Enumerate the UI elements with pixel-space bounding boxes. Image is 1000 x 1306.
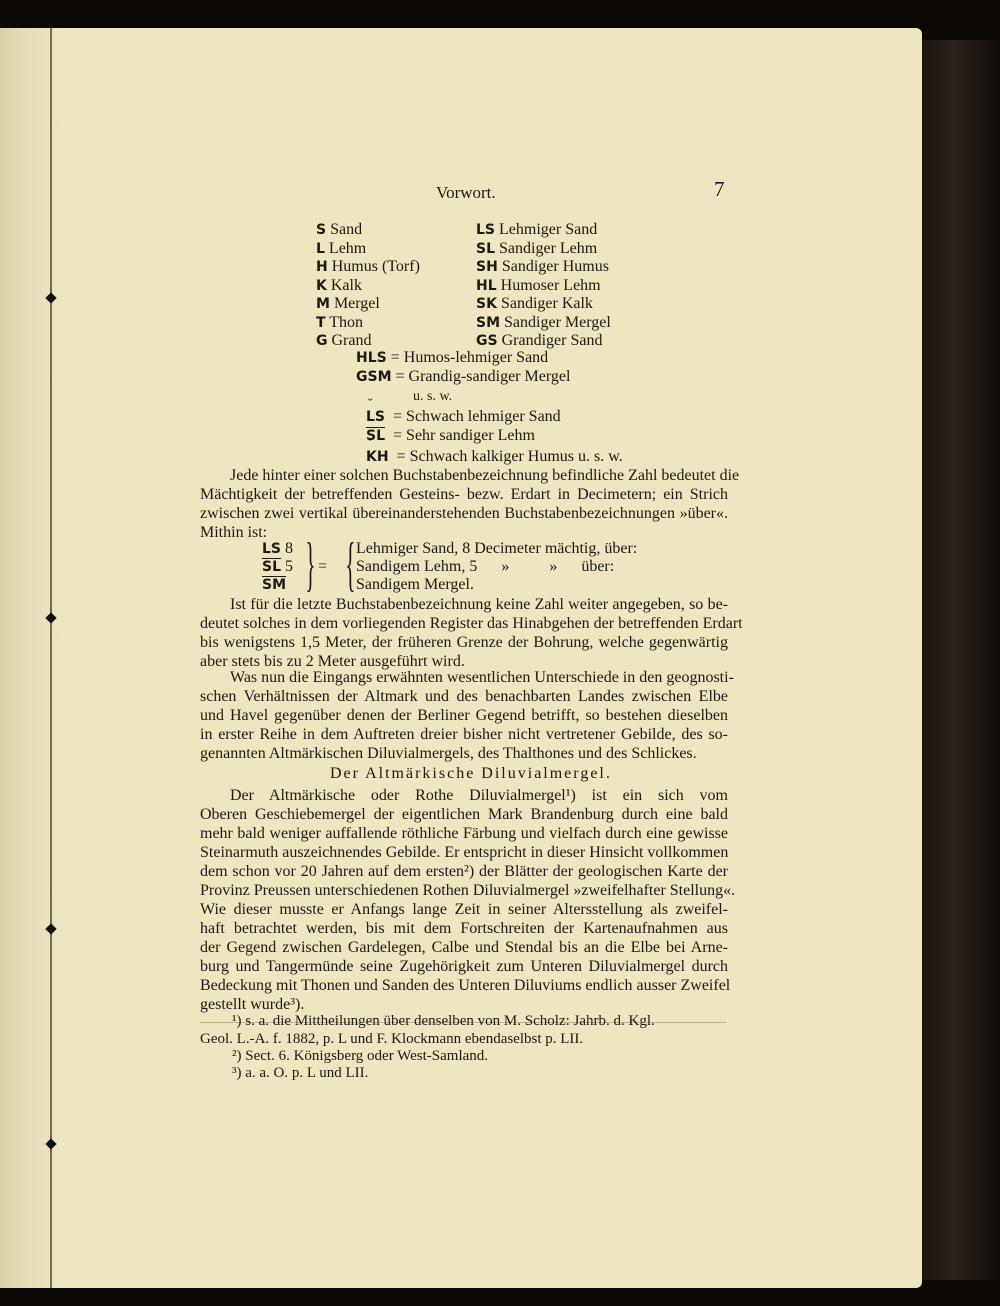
legend-label: Grandiger Sand xyxy=(501,332,603,349)
legend-abbr: SM xyxy=(476,314,501,331)
text-line: Der Altmärkische oder Rothe Diluvialmergel¹) ist ein sich vom xyxy=(230,787,728,804)
legend-label: Kalk xyxy=(330,276,362,294)
text-line: dem schon vor 20 Jahren auf dem ersten²) der Blätter der geologischen Karte der xyxy=(200,863,728,880)
example-left-row xyxy=(262,540,293,559)
example-num: 8 xyxy=(285,540,294,557)
legend-abbr: L xyxy=(316,240,325,257)
paragraph xyxy=(200,595,743,671)
legend-label: Humus (Torf) xyxy=(331,258,420,275)
text-line: aber stets bis zu 2 Meter ausgeführt wird. xyxy=(200,653,465,670)
footnote: ³) a. a. O. p. L und LII. xyxy=(232,1065,369,1081)
legend-abbr: T xyxy=(316,314,326,331)
example-num: 5 xyxy=(285,558,294,575)
text-line: mehr bald weniger auffallende röthliche Färbung und vielfach durch eine gewisse xyxy=(200,825,728,842)
legend-abbr: SL xyxy=(476,240,496,257)
text-line: Was nun die Eingangs erwähnten wesentlichen Unterschiede in den geognosti- xyxy=(230,669,734,686)
text-line: zwischen zwei vertikal übereinanderstehenden Buchstabenbezeichnungen »über«. xyxy=(200,505,728,522)
legend-abbr: SH xyxy=(476,259,498,275)
footnote: ²) Sect. 6. Königsberg oder West-Samland. xyxy=(232,1048,489,1064)
example-abbr: LS xyxy=(262,541,282,557)
combo-label: = Humos-lehmiger Sand xyxy=(390,349,549,366)
modifier-abbr: ˘ KH xyxy=(366,449,389,465)
text-line: Wie dieser musste er Anfangs lange Zeit in seiner Altersstellung als zweifel- xyxy=(200,901,728,918)
modifier-label: = Sehr sandiger Lehm xyxy=(393,427,535,444)
page-number: 7 xyxy=(714,177,725,201)
legend-label: Lehm xyxy=(328,239,367,257)
example-right-row: Sandigem Lehm, 5 » » über: xyxy=(356,558,615,575)
example-right-row: Lehmiger Sand, 8 Decimeter mächtig, über: xyxy=(356,540,638,557)
usw-note: u. s. w. xyxy=(413,389,453,404)
text-line: gestellt wurde³). xyxy=(200,996,305,1013)
legend-abbr: LS xyxy=(476,222,496,238)
legend-abbr: H xyxy=(316,259,328,275)
text-line: genannten Altmärkischen Diluvialmergels, des Thalthones und des Schlickes. xyxy=(200,745,697,762)
modifier-row xyxy=(366,427,535,446)
legend-label: Thon xyxy=(329,313,364,331)
book-cover-edge xyxy=(922,40,1000,1280)
text-line: Jede hinter einer solchen Buchstabenbezeichnung befindliche Zahl bedeutet die xyxy=(230,467,740,484)
footnote: ¹) s. a. die Mittheilungen über denselben von M. Scholz: Jahrb. d. Kgl. xyxy=(232,1013,655,1029)
modifier-abbr: $\overline{SL}$ xyxy=(366,428,386,444)
equals-sign: = xyxy=(318,558,328,575)
example-left-row xyxy=(262,558,293,577)
legend-label: Sandiger Humus xyxy=(501,258,609,275)
text-line: haft betrachtet werden, bis mit dem Fortschreiten der Kartenaufnahmen aus xyxy=(200,920,728,937)
modifier-label: = Schwach lehmiger Sand xyxy=(393,408,561,425)
modifier-abbr: ˘ LS xyxy=(366,409,385,425)
example-left-row xyxy=(262,576,290,595)
modifier-label: = Schwach kalkiger Humus u. s. w. xyxy=(396,448,623,465)
text-line: Steinarmuth auszeichnendes Gebilde. Er entspricht in dieser Hinsicht vollkommen xyxy=(200,844,729,861)
modifier-row xyxy=(366,448,623,467)
legend-abbr: HL xyxy=(476,277,497,294)
text-line: Provinz Preussen unterschiedenen Rothen Diluvialmergel »zweifelhafter Stellung«. xyxy=(200,882,736,899)
legend-label: Sand xyxy=(330,221,363,238)
modifier-row xyxy=(366,408,561,427)
text-line: Ist für die letzte Buchstabenbezeichnung keine Zahl weiter angegeben, so be- xyxy=(230,596,728,613)
text-line: und Havel gegenüber denen der Berliner Gegend betrifft, so bestehen dieselben xyxy=(200,707,728,724)
combo-label: = Grandig-sandiger Mergel xyxy=(395,368,571,385)
legend-abbr: G xyxy=(316,333,328,349)
text-line: bis wenigstens 1,5 Meter, der früheren Grenze der Bohrung, welche gegenwärtig xyxy=(200,634,728,651)
text-line: burg und Tangermünde seine Zugehörigkeit zum Unteren Diluvialmergel durch xyxy=(200,958,728,975)
text-line: Bedeckung mit Thonen und Sanden des Unteren Diluviums endlich ausser Zweifel xyxy=(200,977,731,994)
right-brace: } xyxy=(305,531,316,597)
paragraph xyxy=(200,668,734,763)
text-line: in erster Reihe in dem Auftreten dreier bisher nicht vertretener Gebilde, des so- xyxy=(200,726,728,743)
combo-row xyxy=(356,368,570,387)
legend-label: Sandiger Kalk xyxy=(500,295,593,312)
legend-label: Grand xyxy=(331,332,372,349)
legend-label: Sandiger Lehm xyxy=(499,239,598,257)
legend-label: Lehmiger Sand xyxy=(499,221,598,238)
legend-abbr: S xyxy=(316,222,327,238)
text-line: schen Verhältnissen der Altmark und des benachbarten Landes zwischen Elbe xyxy=(200,688,728,705)
legend-label: Mergel xyxy=(333,295,380,312)
legend-label: Sandiger Mergel xyxy=(504,313,611,331)
footnote: Geol. L.-A. f. 1882, p. L und F. Klockmann ebendaselbst p. LII. xyxy=(200,1031,584,1047)
paragraph xyxy=(200,466,740,542)
text-line: Oberen Geschiebemergel der eigentlichen Mark Brandenburg durch eine bald xyxy=(200,806,728,823)
left-brace: { xyxy=(345,531,356,597)
text-line: Mithin ist: xyxy=(200,524,268,541)
text-line: deutet solches in dem vorliegenden Register das Hinabgehen der betreffenden Erdart xyxy=(200,615,743,632)
legend-label: Humoser Lehm xyxy=(500,276,601,294)
legend-abbr: M xyxy=(316,296,330,312)
combo-row xyxy=(356,349,548,368)
running-header: Vorwort. xyxy=(436,183,496,202)
example-abbr: $\overline{SL}$ xyxy=(262,559,282,575)
text-line: Mächtigkeit der betreffenden Gesteins- bezw. Erdart in Decimetern; ein Strich xyxy=(200,486,728,503)
example-right-row: Sandigem Mergel. xyxy=(356,576,474,593)
binding-line xyxy=(50,28,52,1288)
combo-abbr: GSM xyxy=(356,369,392,385)
section-heading: Der Altmärkische Diluvialmergel. xyxy=(330,765,612,782)
example-abbr: $\overline{SM}$ xyxy=(262,577,287,593)
legend-abbr: SK xyxy=(476,296,497,312)
combo-abbr: HLS xyxy=(356,350,387,366)
text-line: der Gegend zwischen Gardelegen, Calbe und Stendal bis an die Elbe bei Arne- xyxy=(200,939,728,956)
legend-abbr: GS xyxy=(476,333,498,349)
paragraph xyxy=(200,786,736,1014)
legend-abbr: K xyxy=(316,277,327,294)
